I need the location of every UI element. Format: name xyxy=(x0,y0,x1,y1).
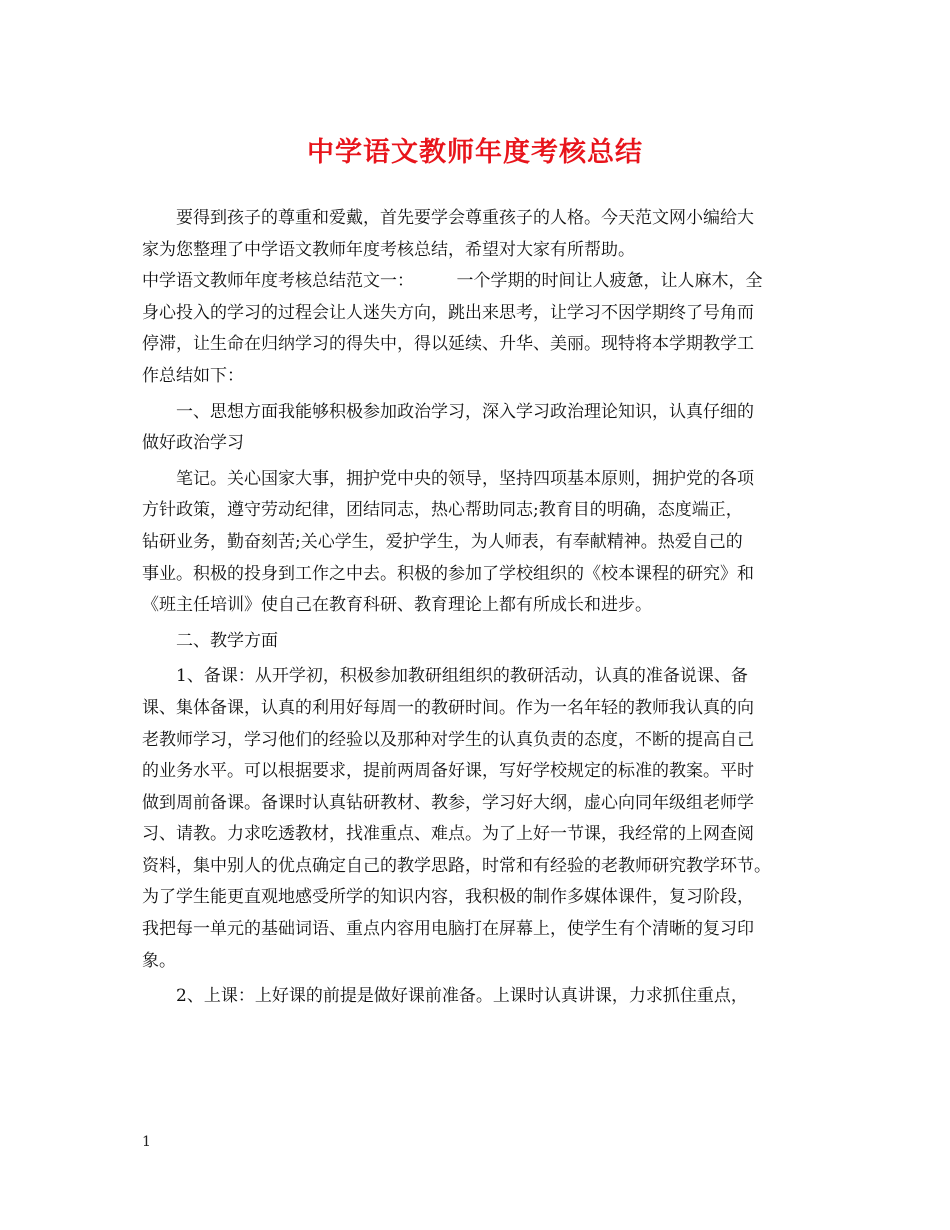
text-line: 作总结如下： xyxy=(142,365,244,386)
text-line: 课、集体备课，认真的利用好每周一的教研时间。作为一名年轻的教师我认真的向 xyxy=(142,697,754,718)
document-body xyxy=(142,203,826,1013)
text-line: 笔记。关心国家大事，拥护党中央的领导，坚持四项基本原则，拥护党的各项 xyxy=(176,468,754,489)
text-line: 2、上课：上好课的前提是做好课前准备。上课时认真讲课，力求抓住重点， xyxy=(176,986,748,1007)
text-line: 我把每一单元的基础词语、重点内容用电脑打在屏幕上，使学生有个清晰的复习印 xyxy=(142,919,754,940)
text-line: 为了学生能更直观地感受所学的知识内容，我积极的制作多媒体课件，复习阶段， xyxy=(142,887,754,908)
text-line: 一、思想方面我能够积极参加政治学习，深入学习政治理论知识，认真仔细的 xyxy=(176,401,754,422)
text-line: 象。 xyxy=(142,950,176,971)
text-line: 二、教学方面 xyxy=(176,630,278,651)
text-line: 资料，集中别人的优点确定自己的教学思路，时常和有经验的老教师研究教学环节。 xyxy=(142,855,771,876)
text-line: 习、请教。力求吃透教材，找准重点、难点。为了上好一节课，我经常的上网查阅 xyxy=(142,824,754,845)
text-line: 身心投入的学习的过程会让人迷失方向，跳出来思考，让学习不因学期终了号角而 xyxy=(142,302,754,323)
text-line: 家为您整理了中学语文教师年度考核总结，希望对大家有所帮助。 xyxy=(142,239,635,260)
text-line: 中学语文教师年度考核总结范文一： 一个学期的时间让人疲惫，让人麻木，全 xyxy=(142,271,763,292)
text-line: 方针政策，遵守劳动纪律，团结同志，热心帮助同志;教育目的明确，态度端正， xyxy=(142,500,743,521)
page-number: 1 xyxy=(142,1134,151,1150)
text-line: 停滞，让生命在归纳学习的得失中，得以延续、升华、美丽。现特将本学期教学工 xyxy=(142,334,754,355)
text-line: 老教师学习，学习他们的经验以及那种对学生的认真负责的态度，不断的提高自己 xyxy=(142,729,754,750)
text-line: 的业务水平。可以根据要求，提前两周备好课，写好学校规定的标准的教案。平时 xyxy=(142,761,754,782)
document-title: 中学语文教师年度考核总结 xyxy=(307,137,643,168)
text-line: 做到周前备课。备课时认真钻研教材、教参，学习好大纲，虚心向同年级组老师学 xyxy=(142,792,754,813)
text-line: 1、备课：从开学初，积极参加教研组组织的教研活动，认真的准备说课、备 xyxy=(176,666,748,687)
text-line: 《班主任培训》使自己在教育科研、教育理论上都有所成长和进步。 xyxy=(142,595,652,616)
text-line: 要得到孩子的尊重和爱戴，首先要学会尊重孩子的人格。今天范文网小编给大 xyxy=(176,208,754,228)
text-line: 钻研业务，勤奋刻苦;关心学生，爱护学生，为人师表，有奉献精神。热爱自己的 xyxy=(142,531,743,552)
text-line: 事业。积极的投身到工作之中去。积极的参加了学校组织的《校本课程的研究》和 xyxy=(142,563,754,584)
text-line: 做好政治学习 xyxy=(142,433,244,454)
